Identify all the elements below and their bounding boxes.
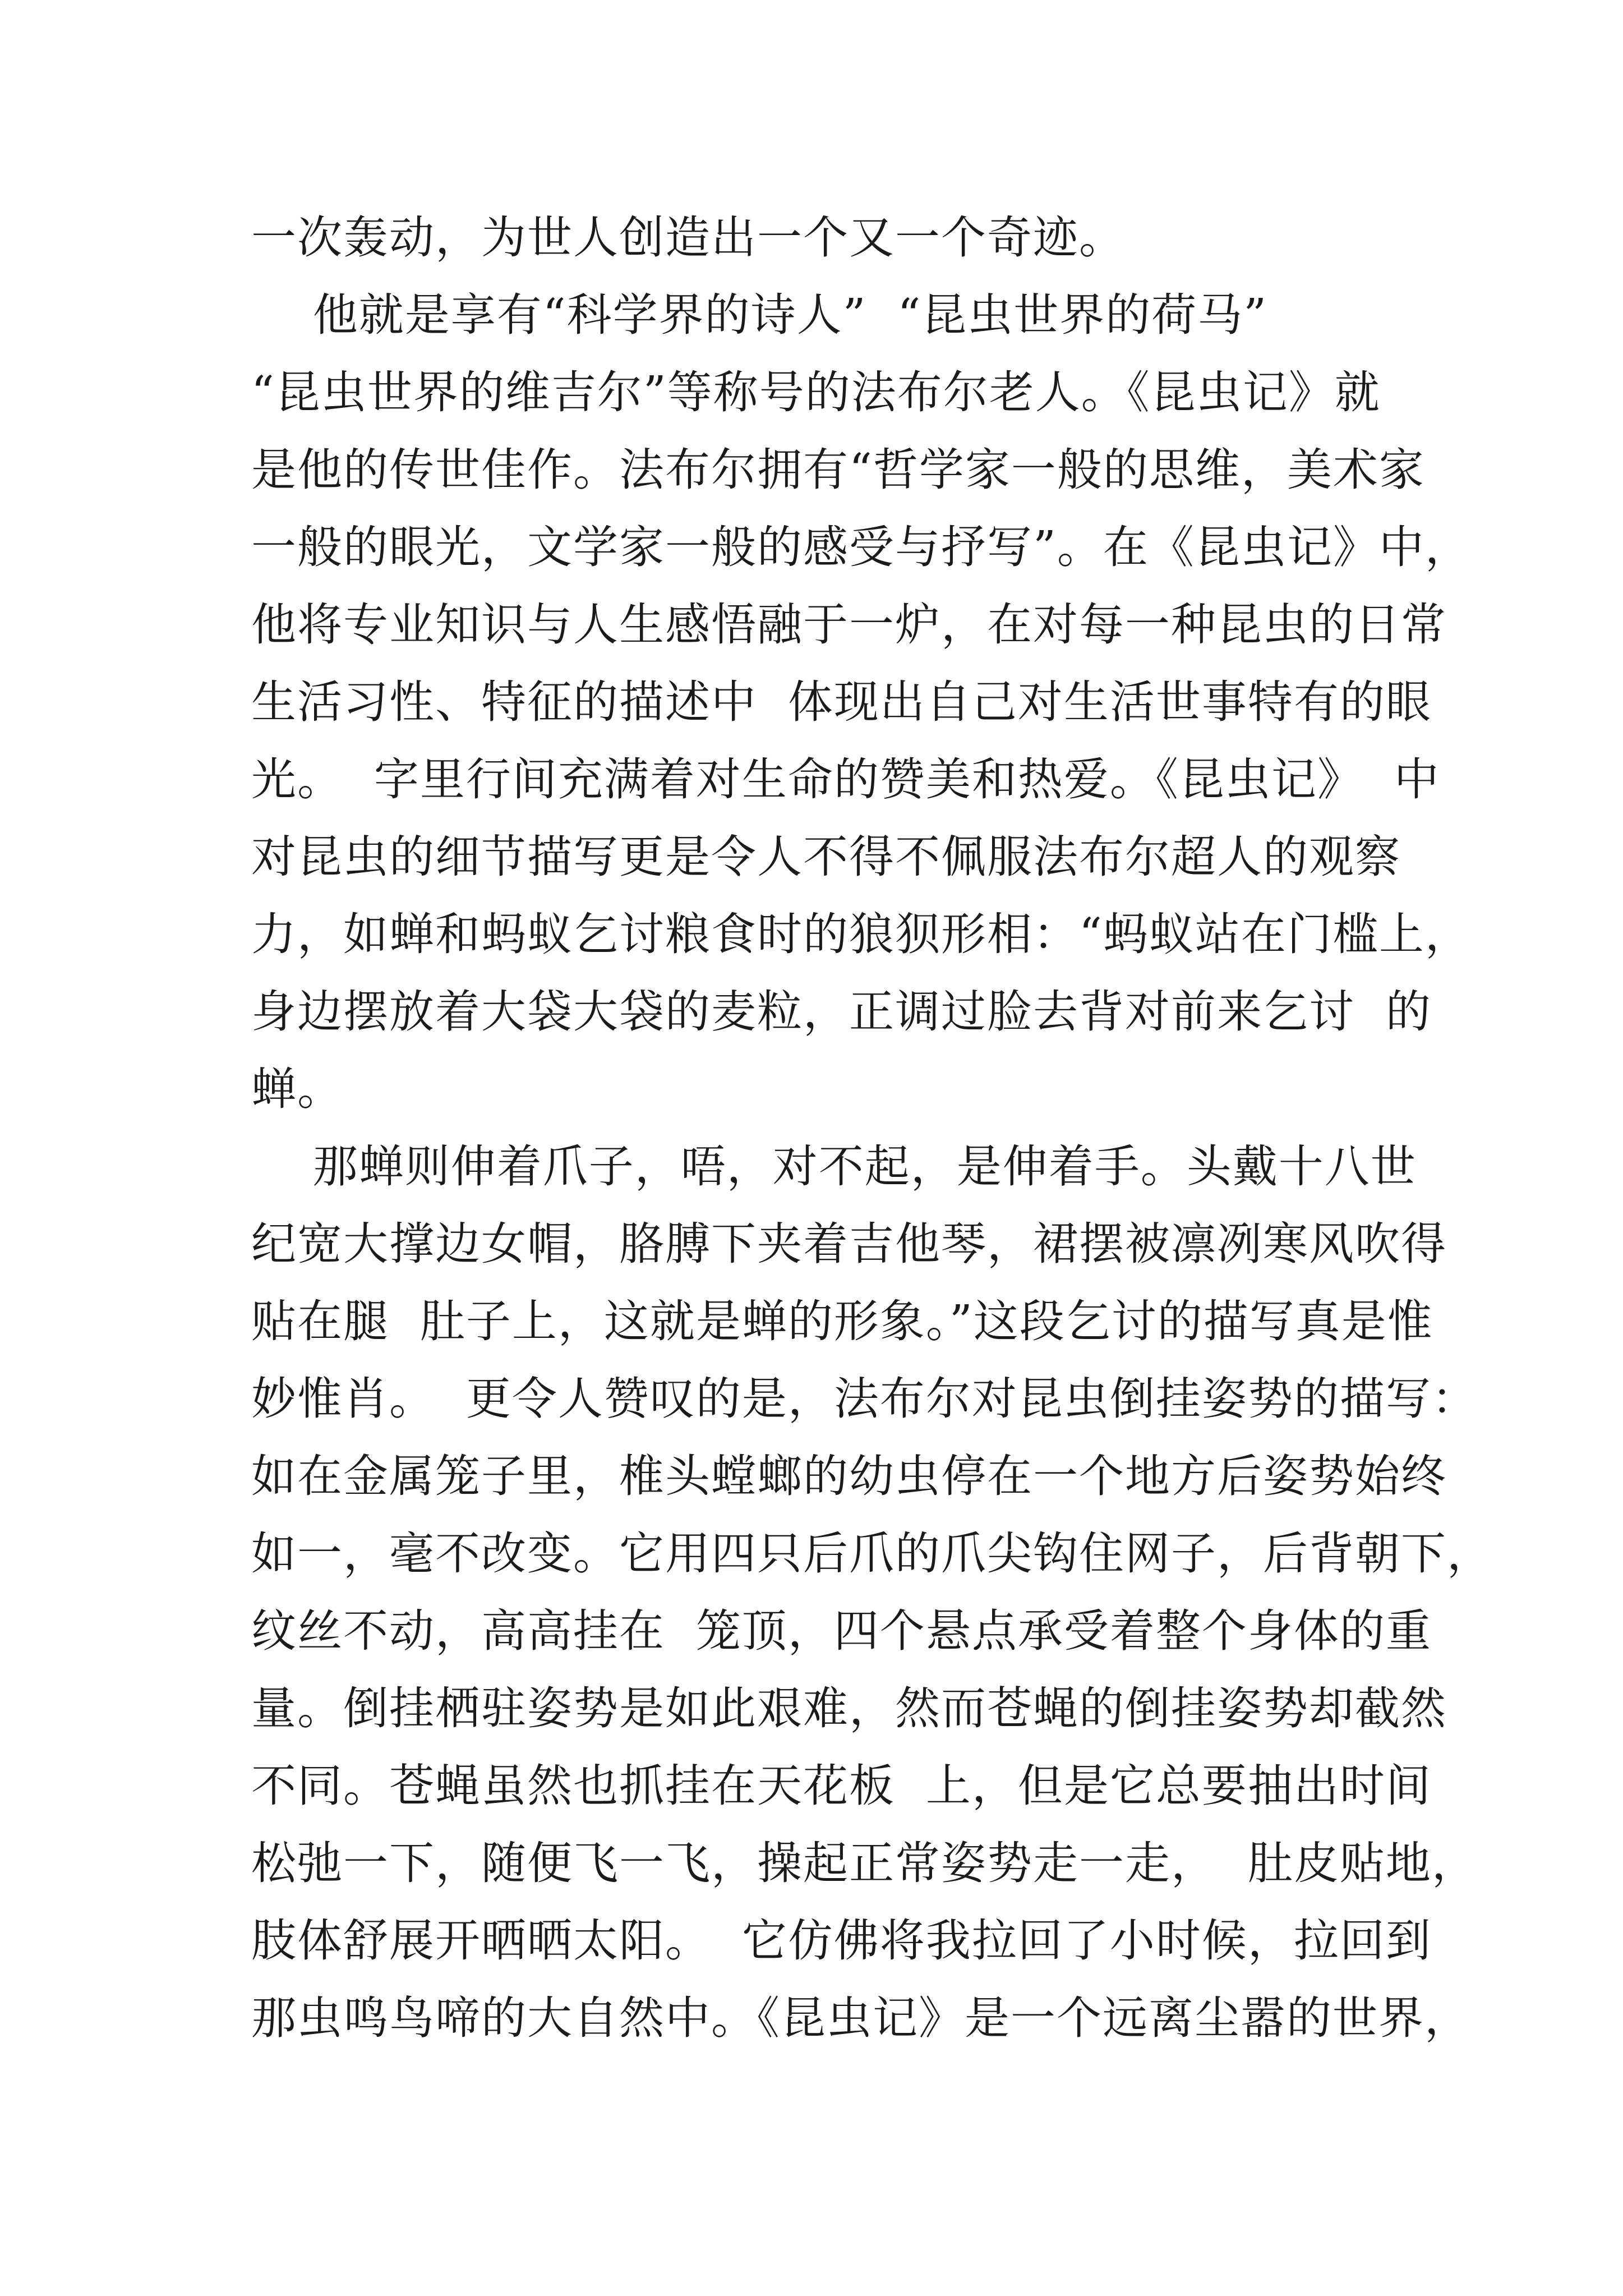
- text-line: 对昆虫的细节描写更是令人不得不佩服法布尔超人的观察: [251, 831, 1401, 883]
- text-line: 如在金属笼子里，椎头螳螂的幼虫停在一个地方后姿势始终: [251, 1450, 1447, 1502]
- text-line: 不同。苍蝇虽然也抓挂在天花板 上，但是它总要抽出时间: [251, 1760, 1432, 1812]
- text-line: 贴在腿 肚子上，这就是蝉的形象。”这段乞讨的描写真是惟: [251, 1295, 1433, 1347]
- text-line: 那虫鸣鸟啼的大自然中。《昆虫记》是一个远离尘嚣的世界，: [251, 1992, 1470, 2044]
- text-line: 一次轰动，为世人创造出一个又一个奇迹。: [251, 211, 1125, 264]
- text-line: 如一，毫不改变。它用四只后爪的爪尖钩住网子，后背朝下，: [251, 1527, 1493, 1580]
- text-line: 一般的眼光，文学家一般的感受与抒写”。在《昆虫记》中，: [251, 521, 1471, 573]
- text-line: 量。倒挂栖驻姿势是如此艰难，然而苍蝇的倒挂姿势却截然: [251, 1682, 1447, 1734]
- text-line: 纹丝不动，高高挂在 笼顶，四个悬点承受着整个身体的重: [251, 1605, 1432, 1657]
- text-line: 纪宽大撑边女帽，胳膊下夹着吉他琴，裙摆被凛冽寒风吹得: [251, 1218, 1447, 1270]
- text-line: 他将专业知识与人生感悟融于一炉，在对每一种昆虫的日常: [251, 599, 1447, 651]
- text-line: 那蝉则伸着爪子，唔，对不起，是伸着手。头戴十八世: [251, 1140, 1417, 1193]
- text-line: 蝉。: [251, 1063, 343, 1115]
- text-line: 肢体舒展开晒晒太阳。 它仿佛将我拉回了小时候，拉回到: [251, 1915, 1432, 1967]
- text-line: 生活习性、特征的描述中 体现出自己对生活世事特有的眼: [251, 676, 1432, 728]
- text-line: 松弛一下，随便飞一飞，操起正常姿势走一走， 肚皮贴地，: [251, 1837, 1478, 1889]
- text-line: 是他的传世佳作。法布尔拥有“哲学家一般的思维，美术家: [251, 444, 1425, 496]
- text-line: 他就是享有“科学界的诗人” “昆虫世界的荷马”: [251, 289, 1268, 341]
- text-line: 力，如蝉和蚂蚁乞讨粮食时的狼狈形相：“蚂蚁站在门槛上，: [251, 908, 1471, 960]
- text-line: 身边摆放着大袋大袋的麦粒，正调过脸去背对前来乞讨 的: [251, 986, 1432, 1038]
- text-line: 光。 字里行间充满着对生命的赞美和热爱。《昆虫记》 中: [251, 753, 1440, 806]
- text-line: “昆虫世界的维吉尔”等称号的法布尔老人。《昆虫记》就: [251, 366, 1381, 418]
- text-line: 妙惟肖。 更令人赞叹的是，法布尔对昆虫倒挂姿势的描写：: [251, 1373, 1478, 1425]
